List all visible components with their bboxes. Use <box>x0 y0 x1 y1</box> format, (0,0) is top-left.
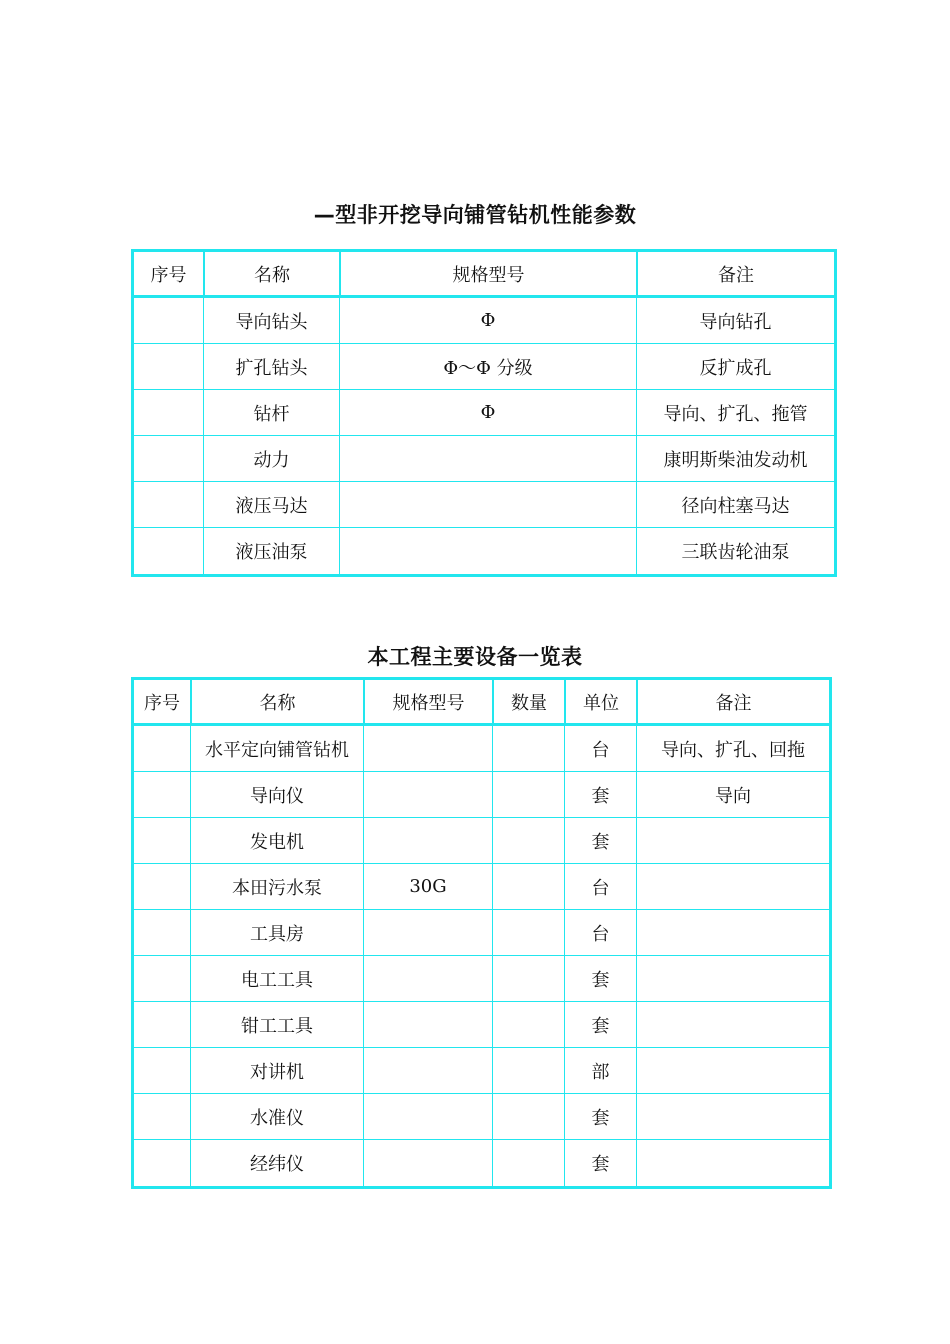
table1-cell: Φ～Φ 分级 <box>340 344 637 390</box>
table2-cell: 30G <box>364 864 493 910</box>
table2-cell: 套 <box>565 956 637 1002</box>
table1-cell <box>134 390 204 436</box>
table-row <box>134 1140 829 1186</box>
table2-cell: 套 <box>565 818 637 864</box>
table1-cell: 液压马达 <box>204 482 340 528</box>
table2-cell <box>637 818 829 864</box>
table2-cell <box>637 1140 829 1186</box>
table2-cell <box>493 864 565 910</box>
table2-header-cell: 数量 <box>493 680 565 726</box>
table1-cell <box>134 436 204 482</box>
equipment-list-table <box>131 677 832 1189</box>
table2-cell <box>134 726 191 772</box>
table-row <box>134 1048 829 1094</box>
table2-cell: 对讲机 <box>191 1048 364 1094</box>
table1-header-row <box>134 252 834 298</box>
table2-cell: 水平定向铺管钻机 <box>191 726 364 772</box>
table2-cell: 套 <box>565 1094 637 1140</box>
table1-cell <box>340 528 637 574</box>
table2-cell <box>493 818 565 864</box>
table2-cell: 台 <box>565 726 637 772</box>
table1-cell: 导向钻头 <box>204 298 340 344</box>
table2-cell <box>493 956 565 1002</box>
table2-cell: 导向 <box>637 772 829 818</box>
table2-cell <box>134 956 191 1002</box>
table1-cell: 扩孔钻头 <box>204 344 340 390</box>
table1-header-cell: 备注 <box>637 252 834 298</box>
table-row <box>134 528 834 574</box>
table1-cell <box>134 344 204 390</box>
table2-cell <box>364 1094 493 1140</box>
performance-parameters-table <box>131 249 837 577</box>
table2-cell <box>134 1048 191 1094</box>
table1-cell: 导向、扩孔、拖管 <box>637 390 834 436</box>
table2-cell: 套 <box>565 1140 637 1186</box>
table-row <box>134 1094 829 1140</box>
table1-cell: 导向钻孔 <box>637 298 834 344</box>
table-row <box>134 726 829 772</box>
table2-cell <box>637 1048 829 1094</box>
table1-cell <box>340 436 637 482</box>
table2-cell <box>364 1048 493 1094</box>
table-row <box>134 482 834 528</box>
table2-header-cell: 规格型号 <box>364 680 493 726</box>
table2-cell <box>134 864 191 910</box>
table2-cell: 钳工工具 <box>191 1002 364 1048</box>
table-row <box>134 390 834 436</box>
table2-cell: 导向、扩孔、回拖 <box>637 726 829 772</box>
table1-header-cell: 名称 <box>204 252 340 298</box>
table2-cell <box>493 910 565 956</box>
table2-cell <box>637 1094 829 1140</box>
table1-cell: Φ <box>340 390 637 436</box>
table2-header-cell: 序号 <box>134 680 191 726</box>
table2-cell <box>134 910 191 956</box>
table2-cell <box>493 1048 565 1094</box>
table2-cell <box>637 956 829 1002</box>
table2-cell: 发电机 <box>191 818 364 864</box>
table2-cell <box>637 1002 829 1048</box>
table1-cell: Φ <box>340 298 637 344</box>
table1-cell: 动力 <box>204 436 340 482</box>
table2-cell: 部 <box>565 1048 637 1094</box>
table1-cell <box>134 528 204 574</box>
table2-cell: 经纬仪 <box>191 1140 364 1186</box>
table2-cell <box>493 726 565 772</box>
table2-header-row <box>134 680 829 726</box>
table-row <box>134 864 829 910</box>
table-row <box>134 298 834 344</box>
table2-cell <box>493 1140 565 1186</box>
table2-cell: 水准仪 <box>191 1094 364 1140</box>
table2-cell <box>364 1140 493 1186</box>
table2-cell <box>493 1094 565 1140</box>
table-row <box>134 910 829 956</box>
table-row <box>134 436 834 482</box>
table2-cell: 台 <box>565 910 637 956</box>
table2-cell: 套 <box>565 1002 637 1048</box>
table2-cell <box>134 772 191 818</box>
table-row <box>134 772 829 818</box>
table1-cell: 钻杆 <box>204 390 340 436</box>
table2-header-cell: 备注 <box>637 680 829 726</box>
table1-header-cell: 规格型号 <box>340 252 637 298</box>
table2-cell: 台 <box>565 864 637 910</box>
table1-cell <box>134 298 204 344</box>
table1-title: —型非开挖导向铺管钻机性能参数 <box>313 203 637 227</box>
table-row <box>134 956 829 1002</box>
table2-cell: 工具房 <box>191 910 364 956</box>
table2-cell: 套 <box>565 772 637 818</box>
table2-cell: 本田污水泵 <box>191 864 364 910</box>
table1-cell <box>340 482 637 528</box>
table2-cell <box>364 956 493 1002</box>
table2-cell <box>637 910 829 956</box>
table-row <box>134 344 834 390</box>
table2-cell <box>364 772 493 818</box>
table1-header-cell: 序号 <box>134 252 204 298</box>
table2-header-cell: 单位 <box>565 680 637 726</box>
table1-cell: 三联齿轮油泵 <box>681 542 790 563</box>
table2-cell <box>364 1002 493 1048</box>
table2-cell <box>134 1002 191 1048</box>
table2-cell <box>134 1140 191 1186</box>
table2-cell: 电工工具 <box>191 956 364 1002</box>
table2-cell: 导向仪 <box>191 772 364 818</box>
table2-title: 本工程主要设备一览表 <box>367 645 583 669</box>
table-row <box>134 1002 829 1048</box>
table2-cell <box>493 772 565 818</box>
table2-cell <box>364 818 493 864</box>
table2-cell <box>134 818 191 864</box>
table2-cell <box>134 1094 191 1140</box>
table1-cell <box>134 482 204 528</box>
table2-cell <box>364 726 493 772</box>
table1-cell: 径向柱塞马达 <box>637 482 834 528</box>
table2-cell <box>493 1002 565 1048</box>
table-row <box>134 818 829 864</box>
table2-cell <box>364 910 493 956</box>
table1-cell: 反扩成孔 <box>637 344 834 390</box>
table1-cell: 液压油泵 <box>204 528 340 574</box>
table2-cell <box>637 864 829 910</box>
table1-cell: 康明斯柴油发动机 <box>637 436 834 482</box>
table2-header-cell: 名称 <box>191 680 364 726</box>
